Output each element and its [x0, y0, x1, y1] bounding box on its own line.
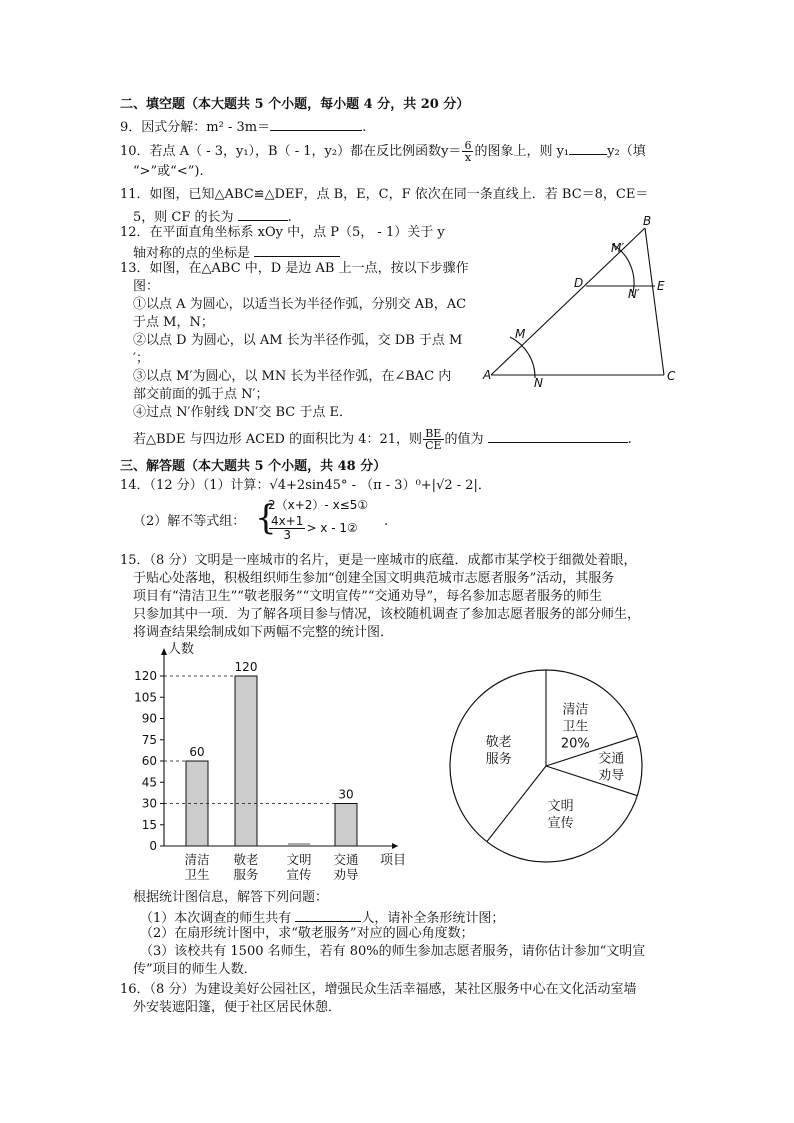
- bar: [335, 804, 357, 847]
- bar-value-label: 120: [234, 660, 258, 674]
- q13-answer-blank[interactable]: [488, 429, 628, 443]
- q10-answer-blank[interactable]: [569, 141, 607, 155]
- category-label: 文明: [286, 852, 312, 867]
- q11-end: .: [287, 210, 292, 225]
- pie-slice-label: 服务: [485, 752, 512, 768]
- q15-line-4: 只参加其中一项．为了解各项目参与情况，该校随机调查了参加志愿者服务的部分师生，: [133, 607, 641, 622]
- q9-text: 9．因式分解：m² - 3m＝: [120, 120, 271, 135]
- q11-answer-blank[interactable]: [238, 207, 288, 221]
- q13-line1: 13．如图，在△ABC 中，D 是边 AB 上一点，按以下步骤作: [120, 261, 469, 276]
- q13-step1b: 于点 M，N；: [133, 315, 214, 330]
- bar: [235, 676, 257, 846]
- y-tick-label: 0: [149, 839, 157, 853]
- q11-text: 5，则 CF 的长为: [133, 210, 234, 225]
- pie-slice-label: 劝导: [598, 768, 625, 784]
- section-2-heading: 二、填空题（本大题共 5 个小题，每小题 4 分，共 20 分）: [120, 97, 470, 112]
- y-tick-label: 120: [134, 669, 157, 683]
- pie-slice-label: 敬老: [485, 735, 512, 751]
- bar-value-label: 30: [338, 787, 354, 802]
- q12-line2: [133, 243, 340, 262]
- q16-line1: 16．（8 分）为建设美好公园社区，增强民众生活幸福感，某社区服务中心在文化活动室墙: [120, 982, 637, 997]
- category-label: 宣传: [286, 867, 312, 882]
- q13-step4: ④过点 N′作射线 DN′交 BC 于点 E．: [133, 405, 352, 420]
- arc-mn: [510, 337, 535, 378]
- q10-line2: “>”或“<”).: [133, 164, 204, 179]
- pie-slice-label: 宣传: [547, 816, 574, 832]
- q15-after-chart: 根据统计图信息，解答下列问题：: [133, 890, 329, 905]
- q10-text-b: 的图象上，则 y₁: [474, 144, 570, 159]
- section-3-heading: 三、解答题（本大题共 5 个小题，共 48 分）: [120, 459, 387, 474]
- q13-ask-a: 若△BDE 与四边形 ACED 的面积比为 4：21，则: [133, 432, 423, 447]
- y-tick-label: 75: [141, 732, 157, 747]
- pie-chart: [448, 668, 648, 868]
- q13-fraction: [423, 428, 443, 451]
- side-bc: [645, 228, 664, 375]
- category-label: 敬老: [233, 852, 259, 867]
- label-m: M: [515, 327, 526, 341]
- q14-ineq2-rest: > x - 1②: [306, 521, 358, 535]
- question-9: [120, 117, 366, 136]
- q15-sub1-a: （1）本次调查的师生共有: [140, 911, 292, 926]
- q15-sub1-b: 人，请补全条形统计图；: [361, 911, 505, 926]
- q15-line-2: 于贴心处落地，积极组织师生参加“创建全国文明典范城市志愿者服务”活动，其服务: [133, 571, 615, 586]
- q14-ineq2-den: 3: [283, 528, 292, 542]
- q14-end: .: [384, 514, 389, 529]
- q15-line-3: 项目有“清洁卫生”“敬老服务”“文明宣传”“交通劝导”，每名参加志愿者服务的师生: [133, 589, 603, 604]
- q13-ask: [133, 428, 632, 452]
- category-label: 劝导: [333, 867, 359, 882]
- y-tick-label: 90: [141, 711, 157, 726]
- category-label: 交通: [333, 852, 359, 867]
- pie-slice-label: 20%: [560, 736, 590, 752]
- q10-frac-den: x: [464, 151, 472, 164]
- q14-part1: 14．（12 分）（1）计算：√4+2sin45° - （π - 3）⁰+|√2 - 2|．: [120, 478, 491, 493]
- q13-step3a: ③以点 M′为圆心，以 MN 长为半径作弧，在∠BAC 内: [133, 369, 452, 384]
- q10-frac-num: 6: [464, 139, 472, 152]
- q14-ineq2-fraction: [269, 515, 305, 542]
- pie-slice-label: 清洁: [562, 702, 589, 718]
- q14-ineq2-num: 4x+1: [271, 514, 304, 528]
- y-axis-arrow: [161, 648, 167, 655]
- label-b: B: [643, 214, 652, 228]
- q13-step1a: ①以点 A 为圆心，以适当长为半径作弧，分别交 AB，AC: [133, 297, 467, 312]
- q12-line1: 12．在平面直角坐标系 xOy 中，点 P（5， - 1）关于 y: [120, 225, 445, 240]
- q12-answer-blank[interactable]: [254, 243, 340, 257]
- category-label: 服务: [233, 867, 259, 882]
- q9-answer-blank[interactable]: [270, 117, 362, 131]
- bar-value-label: 60: [189, 745, 205, 759]
- q13-triangle-figure: [478, 212, 693, 392]
- q15-sub1: [140, 908, 504, 927]
- q15-sub1-blank[interactable]: [295, 908, 361, 922]
- q13-step2b: ′；: [133, 351, 149, 366]
- label-n-prime: N′: [628, 287, 640, 301]
- y-tick-label: 45: [141, 775, 157, 790]
- label-m-prime: M′: [611, 241, 625, 255]
- q15-line-1: 15．（8 分）文明是一座城市的名片，更是一座城市的底蕴．成都市某学校于细微处着眼，: [120, 553, 637, 568]
- q11-line1: 11．如图，已知△ABC≌△DEF，点 B，E，C，F 依次在同一条直线上．若 BC＝8，CE＝: [120, 187, 649, 202]
- q10-text-c: y₂（填: [607, 144, 646, 159]
- q12-text: 轴对称的点的坐标是: [133, 246, 251, 261]
- q13-ask-b: 的值为: [444, 432, 484, 447]
- q14-ineq1: 2（x+2）- x≤5①: [268, 498, 369, 512]
- y-tick-label: 105: [134, 690, 157, 705]
- q15-sub3b: 传”项目的师生人数．: [133, 962, 257, 977]
- category-label: 卫生: [184, 867, 210, 882]
- q13-line2: 图：: [133, 279, 160, 294]
- pie-slice-label: 交通: [598, 751, 625, 767]
- x-axis-label: 项目: [380, 853, 407, 868]
- pie-slice-label: 文明: [547, 799, 574, 815]
- label-n: N: [534, 376, 543, 390]
- y-axis-label: 人数: [168, 642, 195, 657]
- q14-part2-label: （2）解不等式组：: [133, 514, 246, 529]
- x-axis-arrow: [392, 843, 398, 849]
- label-d: D: [574, 276, 584, 290]
- q9-end: .: [362, 120, 367, 135]
- y-tick-label: 15: [141, 817, 157, 832]
- bar-chart: [130, 638, 420, 890]
- pie-slice-label: 卫生: [562, 719, 589, 735]
- question-10: [120, 140, 646, 163]
- q14-ineq2: [268, 515, 358, 542]
- q13-step3b: 部交前面的弧于点 N′；: [133, 387, 269, 402]
- q13-frac-den: CE: [425, 439, 442, 452]
- y-tick-label: 30: [141, 796, 157, 811]
- label-c: C: [667, 369, 676, 383]
- q10-text-a: 10．若点 A（ - 3，y₁），B（ - 1，y₂）都在反比例函数y＝: [120, 144, 462, 159]
- q15-sub2: （2）在扇形统计图中，求“敬老服务”对应的圆心角度数；: [140, 926, 474, 941]
- q10-fraction: [462, 140, 473, 163]
- label-a: A: [483, 368, 492, 382]
- q13-frac-num: BE: [423, 428, 443, 440]
- q11-line2: [133, 207, 292, 226]
- q13-step2a: ②以点 D 为圆心，以 AM 长为半径作弧，交 DB 于点 M: [133, 333, 463, 348]
- q14-brace: {: [255, 498, 277, 538]
- q15-line-5: 将调查结果绘制成如下两幅不完整的统计图．: [133, 625, 394, 640]
- q16-line2: 外安装遮阳篷，便于社区居民休憩．: [133, 1000, 342, 1015]
- q15-sub3a: （3）该校共有 1500 名师生，若有 80%的师生参加志愿者服务，请你估计参加“文明宣: [140, 944, 646, 959]
- q13-end: .: [627, 432, 632, 447]
- category-label: 清洁: [184, 852, 210, 867]
- y-tick-label: 60: [141, 754, 157, 768]
- label-e: E: [657, 279, 665, 293]
